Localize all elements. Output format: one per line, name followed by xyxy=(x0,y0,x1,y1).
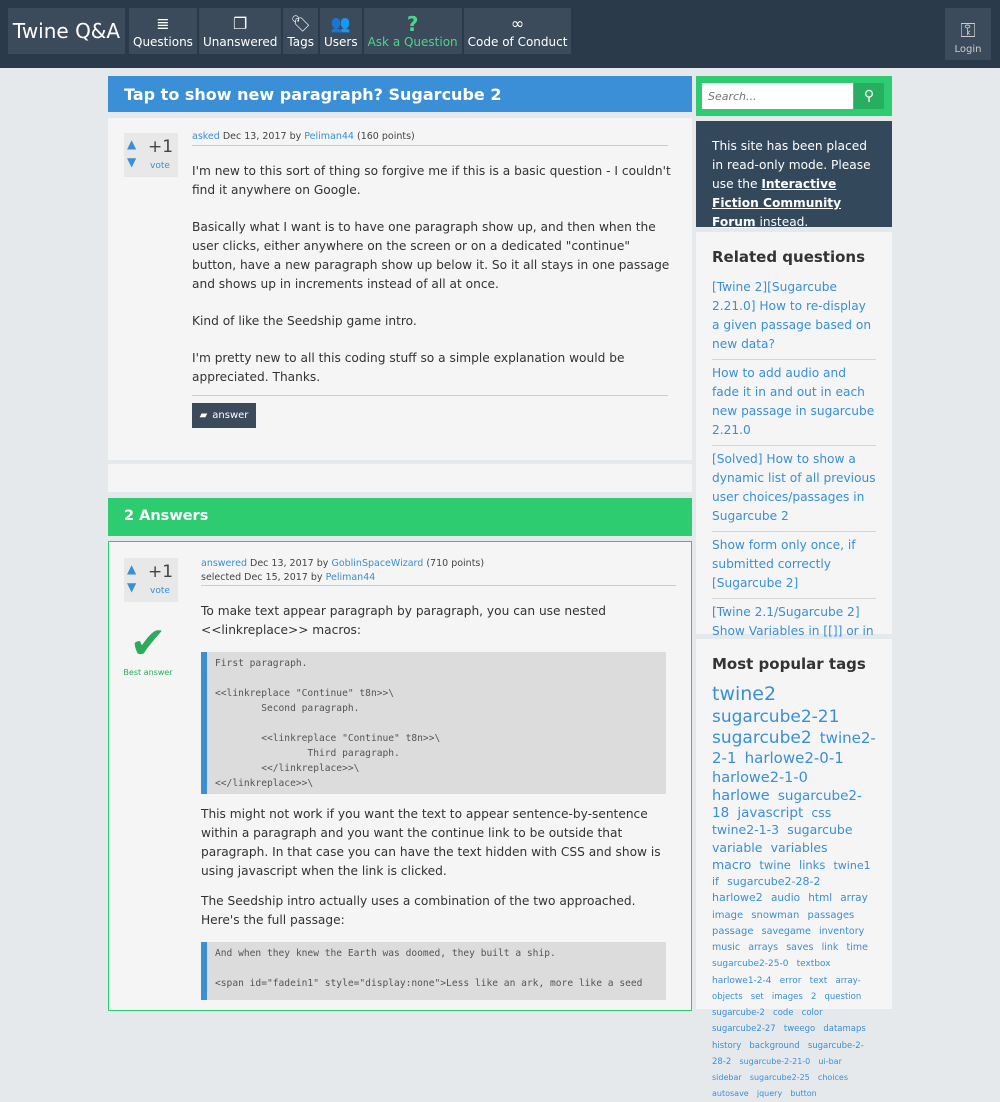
question-footer xyxy=(108,464,692,492)
related-question-link[interactable]: How to add audio and fade it in and out in each new passage in sugarcube 2.21.0 xyxy=(712,360,876,446)
nav-label: Code of Conduct xyxy=(467,35,568,49)
tag-link[interactable]: tweego xyxy=(783,1024,816,1035)
selected-by: by xyxy=(310,572,323,583)
nav-label: Users xyxy=(323,35,358,49)
tag-link[interactable]: harlowe1-2-4 xyxy=(712,975,772,986)
site-logo[interactable]: Twine Q&A xyxy=(8,8,125,54)
answerer-link[interactable]: GoblinSpaceWizard xyxy=(331,558,424,569)
answerer-points: (710 points) xyxy=(426,558,485,569)
answer-vote-box xyxy=(124,558,178,602)
tag-link[interactable]: html xyxy=(808,892,833,905)
tag-link[interactable]: sugarcube2-28-2 xyxy=(727,875,821,888)
question-paragraph: I'm new to this sort of thing so forgive me if this is a basic question - I couldn't find it anywhere on Google. xyxy=(192,164,671,197)
asked-by: by xyxy=(289,131,302,142)
answered-by: by xyxy=(316,558,329,569)
vote-count: +1 xyxy=(148,137,174,157)
users-icon: 👥 xyxy=(330,14,351,33)
answer-button-label: answer xyxy=(212,410,249,421)
tag-link[interactable]: music xyxy=(712,942,741,953)
login-label: Login xyxy=(954,44,982,55)
tag-link[interactable]: images xyxy=(771,991,803,1002)
asker-link[interactable]: Peliman44 xyxy=(304,131,354,142)
related-question-link[interactable]: [Solved] How to show a dynamic list of all previous user choices/passages in Sugarcube 2 xyxy=(712,446,876,532)
tag-link[interactable]: audio xyxy=(770,892,801,905)
tag-link[interactable]: button xyxy=(790,1089,817,1099)
nav-label: Tags xyxy=(287,35,314,49)
answered-link[interactable]: answered xyxy=(201,558,247,569)
tag-link[interactable]: inventory xyxy=(819,925,865,937)
asked-date: Dec 13, 2017 xyxy=(222,131,287,142)
answer-meta xyxy=(201,557,676,586)
answered-date: Dec 13, 2017 xyxy=(250,558,314,569)
nav-label: Ask a Question xyxy=(367,35,458,49)
tag-link[interactable]: color xyxy=(801,1008,823,1018)
tag-link[interactable]: sugarcube2 xyxy=(712,728,812,748)
tag-link[interactable]: autosave xyxy=(712,1089,749,1099)
tag-link[interactable]: image xyxy=(712,909,744,921)
tag-link[interactable]: error xyxy=(779,975,802,986)
tag-link[interactable]: css xyxy=(811,805,832,820)
selector-link[interactable]: Peliman44 xyxy=(325,572,376,583)
tag-link[interactable]: harlowe2 xyxy=(712,891,763,905)
questions-icon: ≣ xyxy=(156,14,170,33)
tag-link[interactable]: sugarcube-2-21-0 xyxy=(739,1056,811,1066)
tag-link[interactable]: twine2-2-1 xyxy=(712,729,876,768)
tag-link[interactable]: choices xyxy=(817,1073,848,1082)
search-icon: ⚲ xyxy=(863,88,875,104)
answer-paragraph: To make text appear paragraph by paragraph, you can use nested <<linkreplace>> macros: xyxy=(201,604,606,637)
related-questions xyxy=(696,232,892,638)
tag-link[interactable]: background xyxy=(749,1040,800,1051)
tag-link[interactable]: array xyxy=(840,892,868,905)
key-icon: ⚿ xyxy=(960,18,976,42)
question-paragraph: Basically what I want is to have one paragraph show up, and then when the user clicks, either anywhere on the screen or on a dedicated "continue" button, have a new paragraph show up below it. So it all stays in one passage and shows up in increments instead of all at once. xyxy=(192,220,670,291)
tag-link[interactable]: array-objects xyxy=(712,975,861,1002)
vote-down-icon[interactable]: ▼ xyxy=(127,155,137,169)
tag-link[interactable]: sugarcube2-25-0 xyxy=(712,959,789,970)
tag-link[interactable]: saves xyxy=(786,942,814,953)
tag-link[interactable]: link xyxy=(821,942,839,953)
tag-link[interactable]: textbox xyxy=(796,959,831,970)
selected-label: selected xyxy=(201,572,242,583)
nav-questions[interactable] xyxy=(129,8,197,54)
tag-link[interactable]: macro xyxy=(712,856,752,872)
infinity-icon: ∞ xyxy=(510,14,525,33)
question-title: Tap to show new paragraph? Sugarcube 2 xyxy=(108,76,692,112)
vote-down-icon[interactable]: ▼ xyxy=(127,580,137,594)
answer-paragraph: This might not work if you want the text to appear sentence-by-sentence within a paragraph and you want the continue link to be outside that paragraph. In that case you can have the text hidden with CSS and show is using javascript when the link is clicked. xyxy=(201,807,661,878)
related-question-link[interactable]: [Twine 2][Sugarcube 2.21.0] How to re-display a given passage based on new data? xyxy=(712,274,876,360)
answer-paragraph: The Seedship intro actually uses a combination of the two approached. Here's the full passage: xyxy=(201,894,636,927)
question-vote-box xyxy=(124,133,178,177)
answers-header: 2 Answers xyxy=(108,498,692,536)
forum-link[interactable]: Interactive Fiction Community Forum xyxy=(712,177,842,229)
tag-link[interactable]: snowman xyxy=(751,909,800,921)
tag-link[interactable]: sugarcube2-21 xyxy=(712,706,840,727)
tag-link[interactable]: sugarcube xyxy=(787,822,853,838)
vote-up-icon[interactable]: ▲ xyxy=(127,562,137,576)
code-block: First paragraph. <<linkreplace "Continue" t8n>>\ Second paragraph. <<linkreplace "Continue" t8n>>\ Third paragraph. <</linkreplace>>\ <</linkreplace>>\ xyxy=(201,652,666,794)
tag-link[interactable]: links xyxy=(799,857,826,872)
related-heading: Related questions xyxy=(712,248,866,266)
login-button[interactable] xyxy=(945,8,991,60)
top-bar xyxy=(0,0,1000,68)
tag-link[interactable]: passage xyxy=(712,925,754,937)
nav-label: Unanswered xyxy=(202,35,278,49)
tag-link[interactable]: sugarcube2-18 xyxy=(712,787,862,821)
tag-link[interactable]: jquery xyxy=(756,1089,783,1099)
nav-ask-a-question[interactable] xyxy=(364,8,462,54)
tag-link[interactable]: savegame xyxy=(761,925,811,937)
tag-link[interactable]: datamaps xyxy=(823,1024,866,1035)
vote-count: +1 xyxy=(148,562,174,582)
tag-link[interactable]: sugarcube-2 xyxy=(712,1008,765,1018)
unanswered-icon: ❐ xyxy=(233,14,248,33)
vote-up-icon[interactable]: ▲ xyxy=(127,137,137,151)
tag-link[interactable]: arrays xyxy=(748,942,779,953)
read-only-notice xyxy=(696,121,892,227)
tag-link[interactable]: variable xyxy=(712,839,763,855)
nav-tags[interactable] xyxy=(283,8,318,54)
nav-unanswered[interactable] xyxy=(199,8,281,54)
notice-text: instead. xyxy=(755,215,809,229)
tag-link[interactable]: variables xyxy=(770,839,828,855)
tag-link[interactable]: twine xyxy=(759,857,791,872)
vote-label: vote xyxy=(150,161,170,171)
asker-points: (160 points) xyxy=(357,131,415,142)
question-body xyxy=(192,162,672,405)
tag-link[interactable]: if xyxy=(712,875,719,888)
vote-label: vote xyxy=(150,586,170,596)
tag-link[interactable]: twine1 xyxy=(833,858,871,872)
tag-cloud xyxy=(712,683,876,1102)
tag-link[interactable]: twine2-1-3 xyxy=(712,822,780,838)
tag-link[interactable]: history xyxy=(712,1040,742,1051)
best-answer-label: Best answer xyxy=(123,668,173,677)
divider xyxy=(192,395,668,396)
tag-link[interactable]: 2 xyxy=(810,991,817,1002)
tag-link[interactable]: set xyxy=(750,991,764,1002)
question-meta xyxy=(192,131,668,146)
tag-link[interactable]: sugarcube2-27 xyxy=(712,1024,776,1035)
tag-link[interactable]: question xyxy=(824,991,862,1002)
nav-label: Questions xyxy=(133,35,193,49)
tag-link[interactable]: text xyxy=(809,975,828,986)
tag-link[interactable]: ui-bar xyxy=(818,1056,842,1066)
tag-link[interactable]: harlowe2-0-1 xyxy=(744,749,844,768)
question-mark-icon: ? xyxy=(406,12,419,36)
code-block: And when they knew the Earth was doomed, they built a ship. <span id="fadein1" style="display:none">Less like an ark, more like a seed xyxy=(201,942,666,1000)
tag-link[interactable]: code xyxy=(773,1008,794,1018)
comment-icon: ▰ xyxy=(199,410,208,421)
best-answer-badge xyxy=(122,620,174,677)
tag-link[interactable]: passages xyxy=(807,909,855,921)
tag-link[interactable]: sugarcube-2-28-2 xyxy=(712,1040,864,1067)
selected-date: Dec 15, 2017 xyxy=(244,572,308,583)
tag-link[interactable]: javascript xyxy=(737,805,804,821)
checkmark-icon: ✔ xyxy=(129,618,167,669)
tag-link[interactable]: sugarcube2-25 xyxy=(749,1073,810,1082)
answer-button[interactable] xyxy=(192,403,256,428)
tag-link[interactable]: twine2 xyxy=(712,683,777,705)
tag-link[interactable]: sidebar xyxy=(712,1073,742,1082)
related-question-link[interactable]: Show form only once, if submitted correctly [Sugarcube 2] xyxy=(712,532,876,599)
popular-tags xyxy=(696,639,892,1099)
tag-link[interactable]: time xyxy=(846,942,868,953)
search-box xyxy=(696,76,892,116)
search-button[interactable] xyxy=(854,83,884,109)
tags-heading: Most popular tags xyxy=(712,655,866,673)
tag-link[interactable]: harlowe2-1-0 xyxy=(712,769,808,786)
search-input[interactable] xyxy=(702,83,853,109)
question-paragraph: Kind of like the Seedship game intro. xyxy=(192,314,417,328)
nav-users[interactable] xyxy=(320,8,362,54)
question-paragraph: I'm pretty new to all this coding stuff so a simple explanation would be appreciated. Thanks. xyxy=(192,351,625,384)
nav-code-of-conduct[interactable] xyxy=(464,8,572,54)
asked-link[interactable]: asked xyxy=(192,131,220,142)
tag-link[interactable]: harlowe xyxy=(712,787,770,804)
notice-text: This site has been placed in read-only mode. Please use the xyxy=(712,139,871,191)
tags-icon: 🏷 xyxy=(290,14,311,33)
main-nav xyxy=(129,8,571,54)
related-question-link[interactable]: [Twine 2.1/Sugarcube 2] Show Variables in [[]] or in xyxy=(712,605,874,638)
